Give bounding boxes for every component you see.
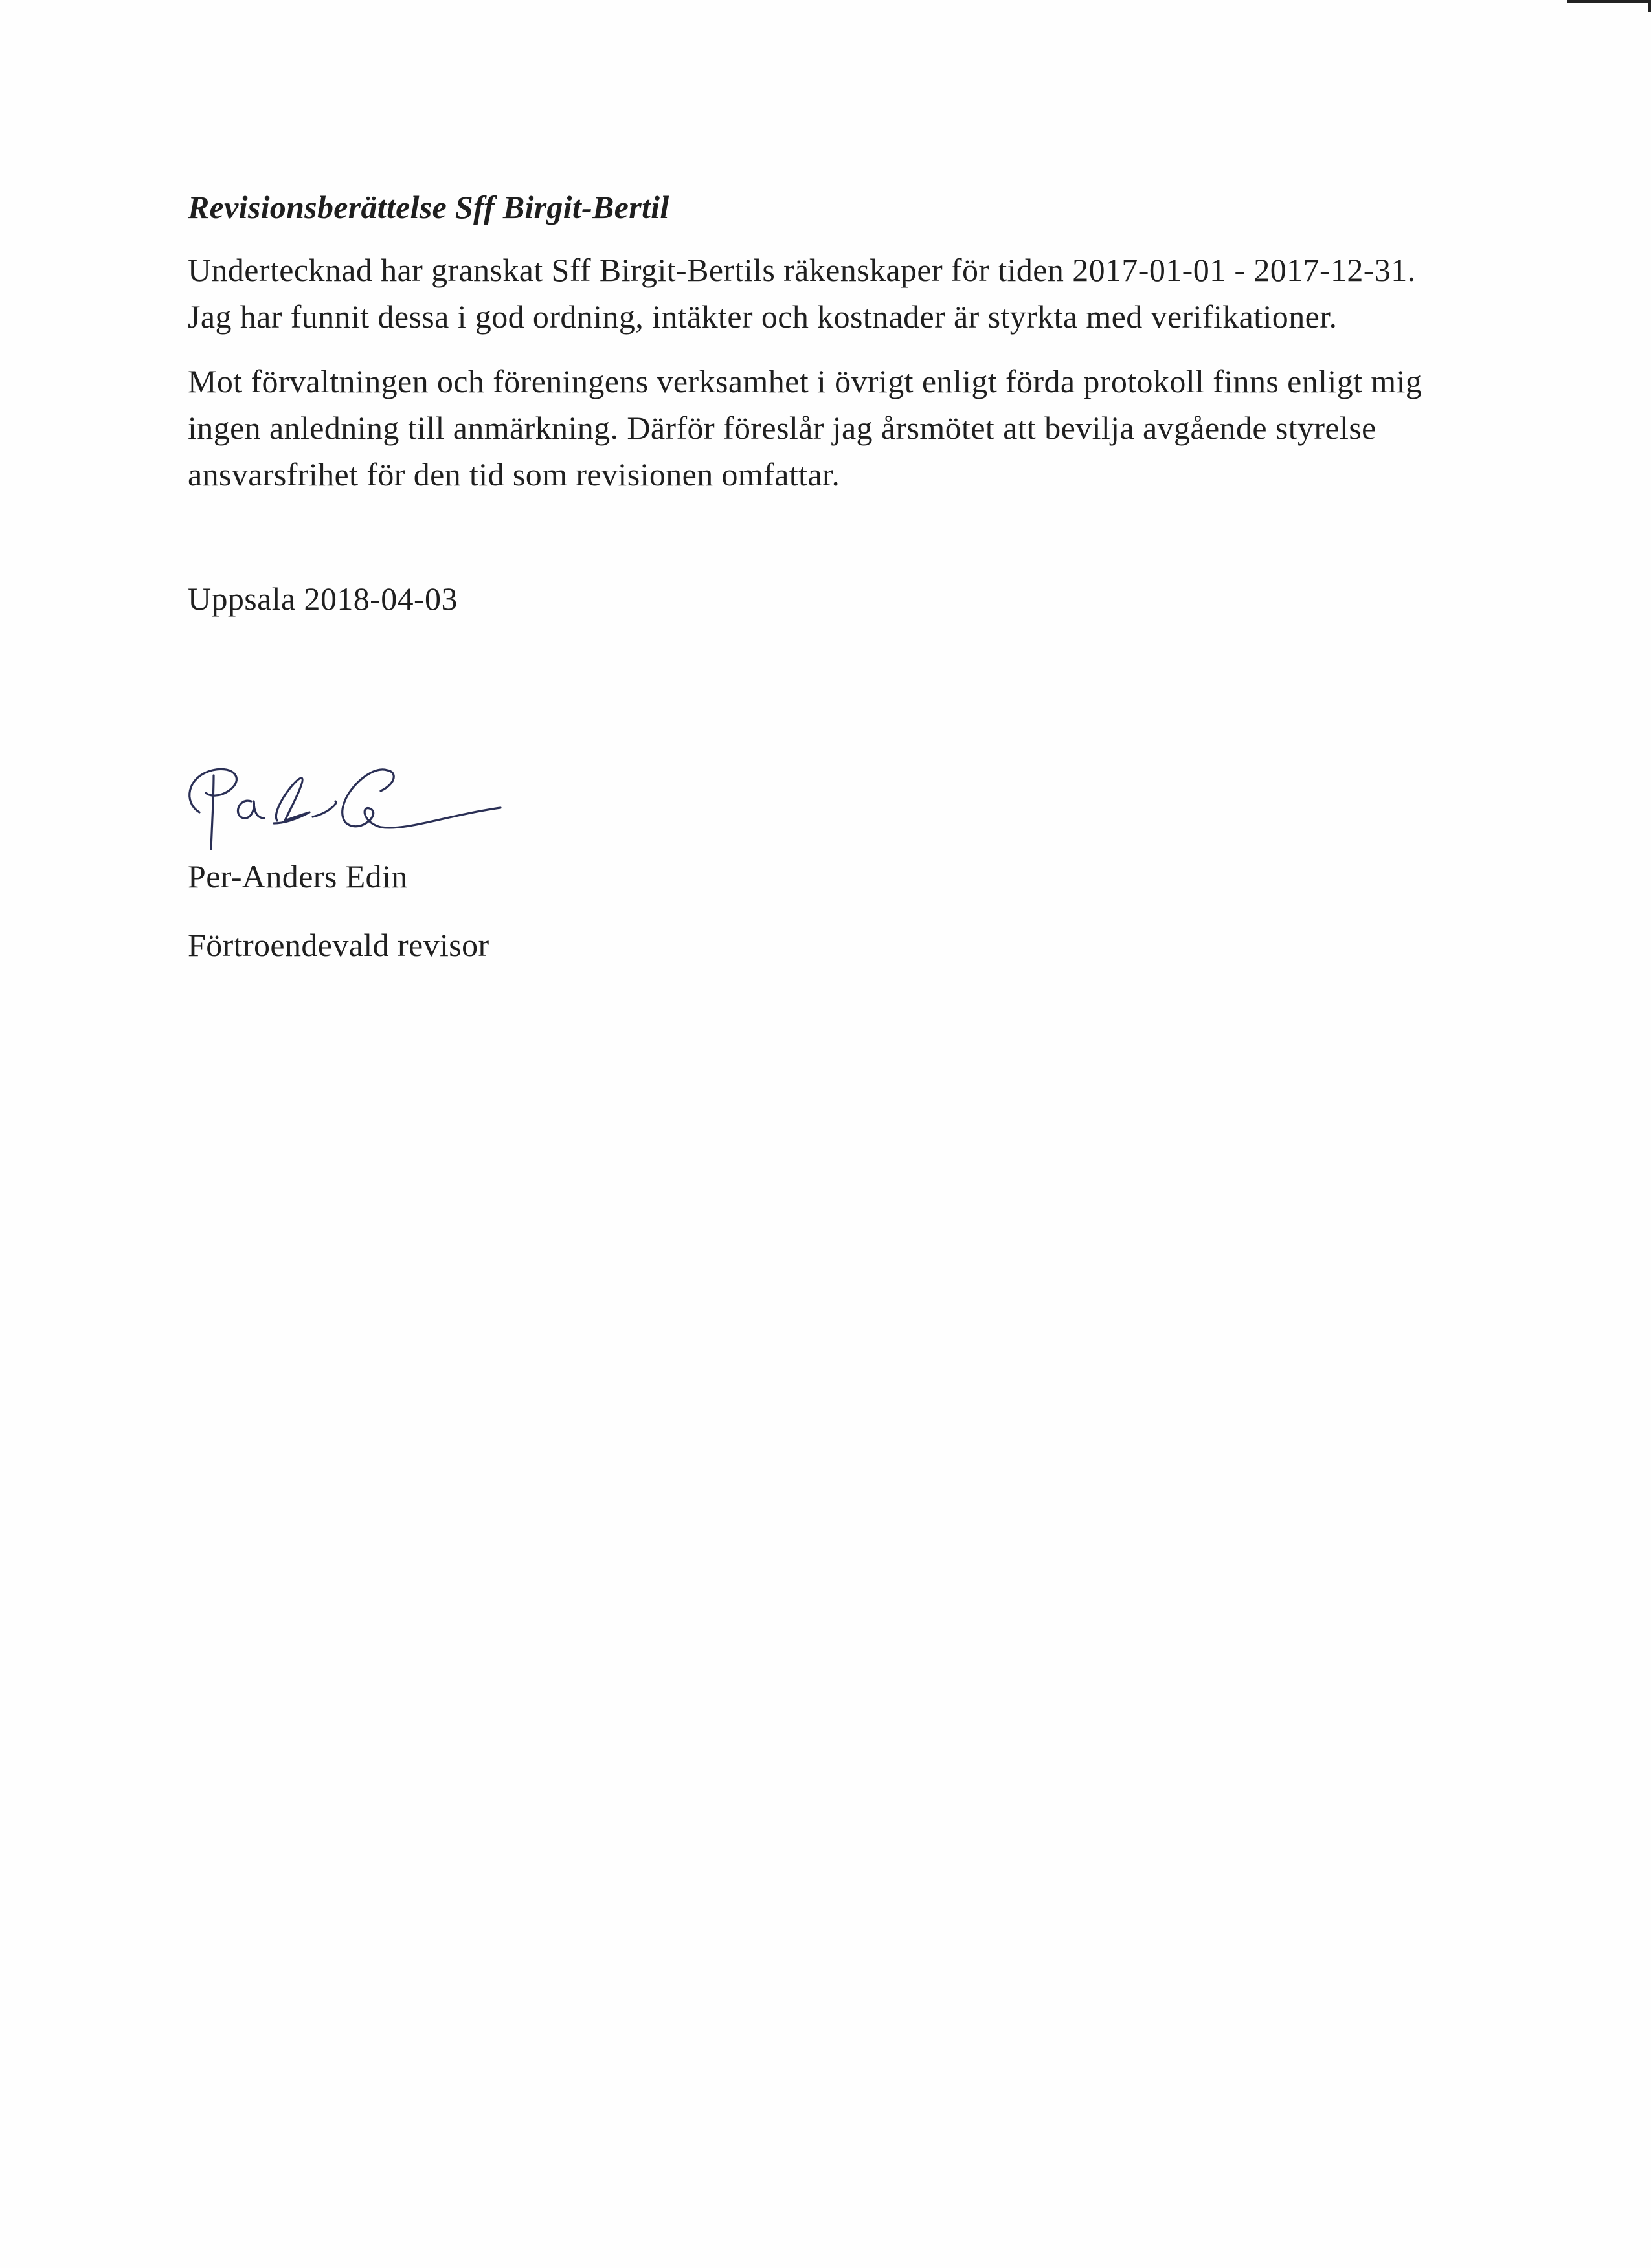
paragraph-discharge-proposal: Mot förvaltningen och föreningens verksamhet i övrigt enligt förda protokoll finns enligt mig ingen anledning till anmärkning. Därför föreslår jag årsmötet att bevilja avgående styrelse ansvarsfrihet för den tid som revisionen omfattar. xyxy=(188,363,1422,493)
paragraph-audit-statement: Undertecknad har granskat Sff Birgit-Bertils räkenskaper för tiden 2017-01-01 - 2017-12-31. Jag har funnit dessa i god ordning, intäkter och kostnader är styrkta med verifikationer. xyxy=(188,252,1416,335)
scan-edge-mark xyxy=(1567,0,1651,12)
signer-role: Förtroendevald revisor xyxy=(188,927,489,963)
place-and-date: Uppsala 2018-04-03 xyxy=(188,581,458,617)
document-title: Revisionsberättelse Sff Birgit-Bertil xyxy=(188,189,669,225)
document-body xyxy=(188,184,1431,622)
handwritten-signature xyxy=(174,751,510,861)
signer-name: Per-Anders Edin xyxy=(188,858,408,895)
